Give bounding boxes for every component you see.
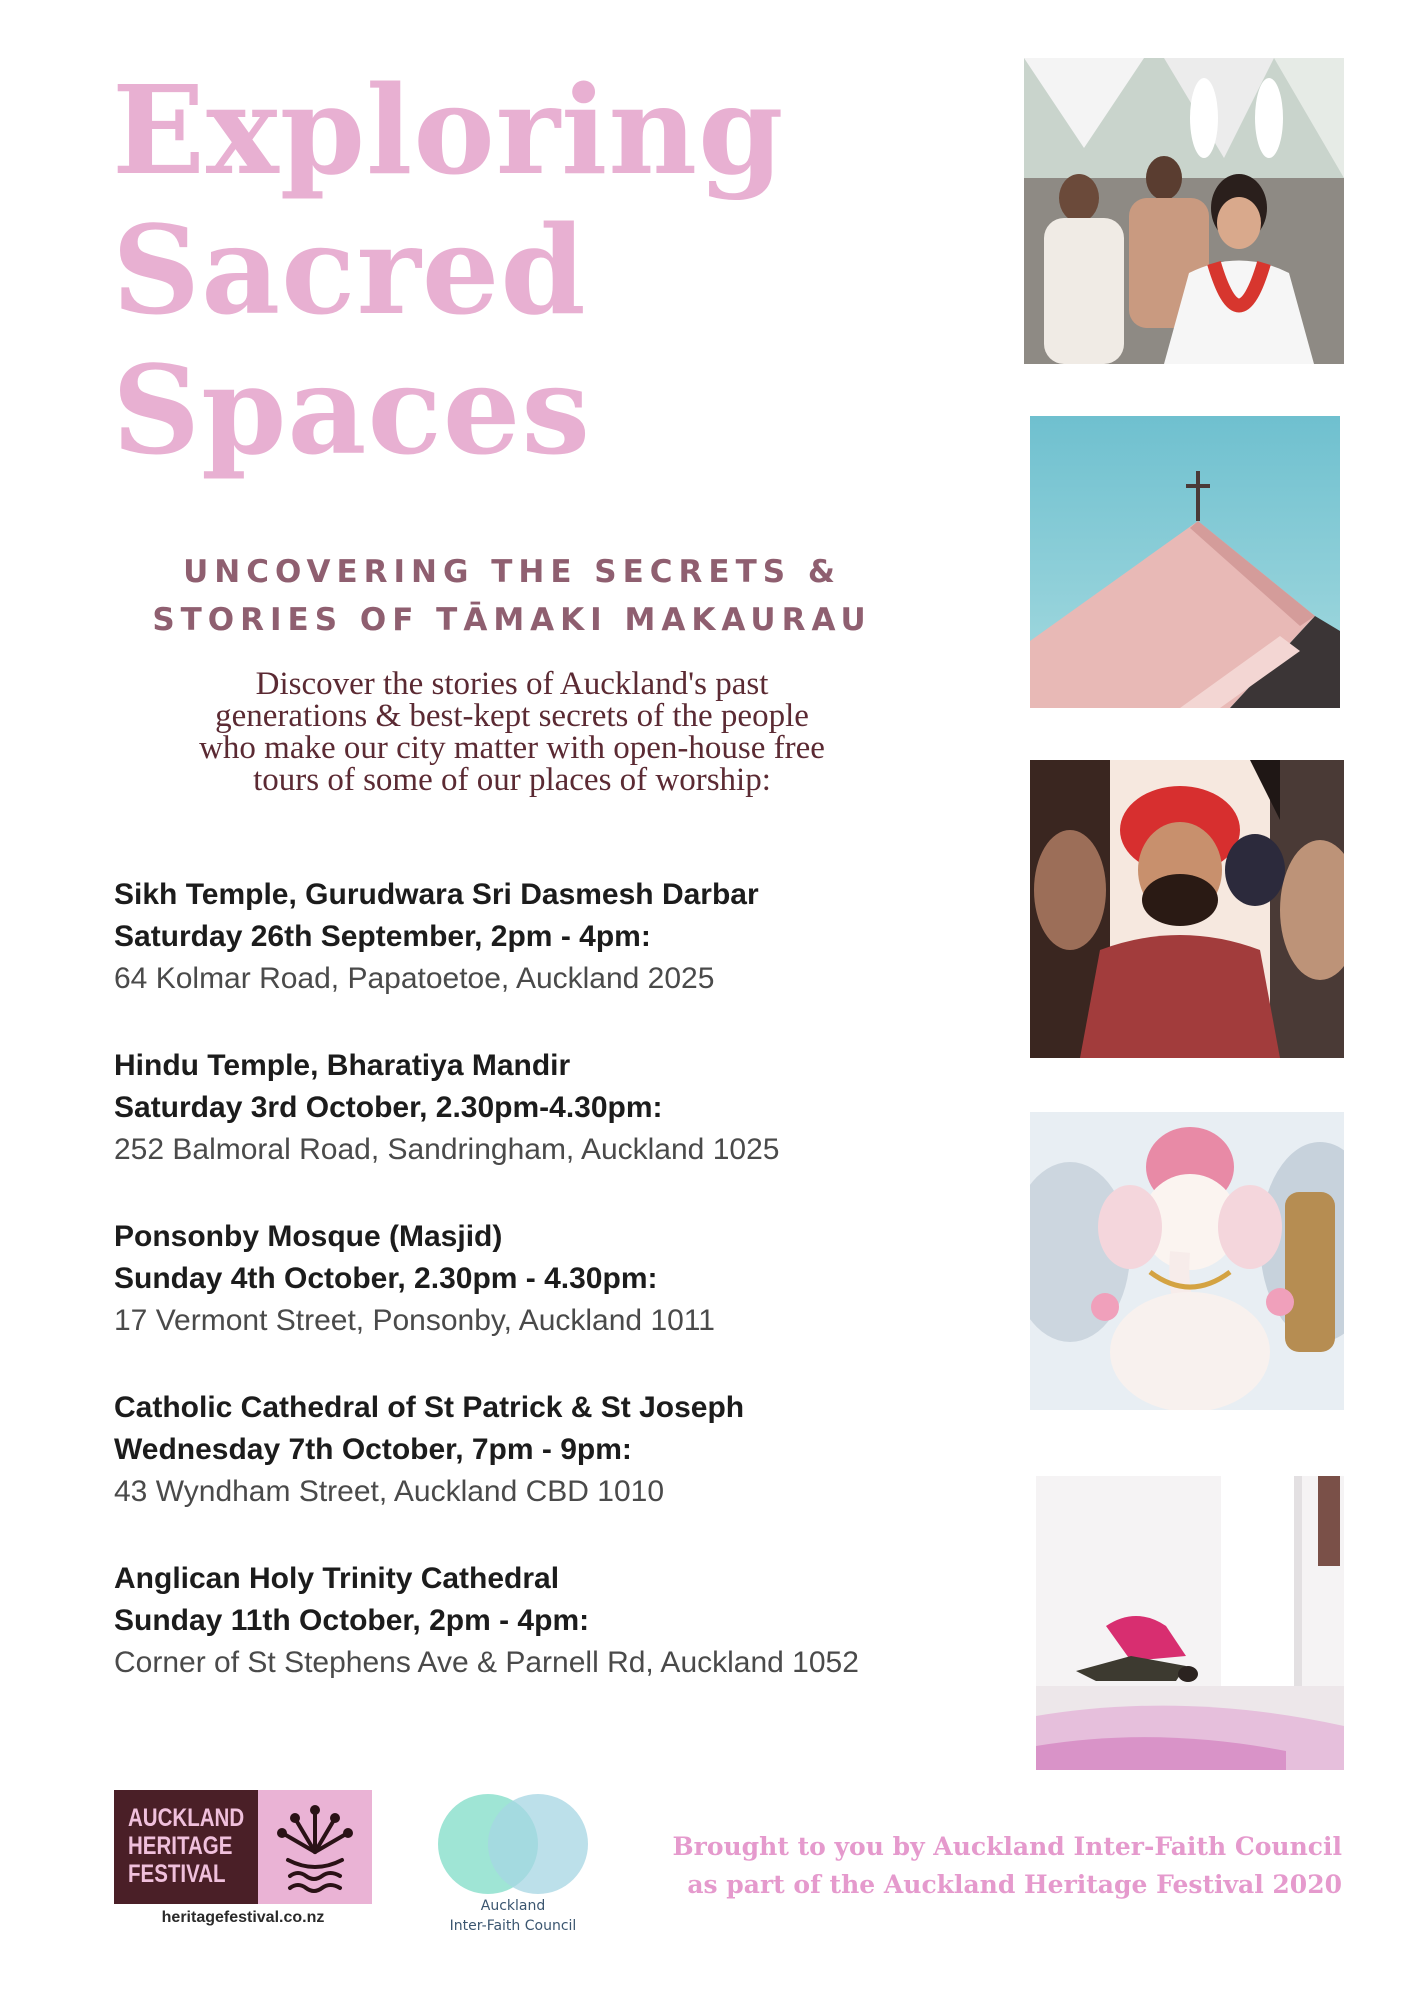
photo-dancers [1024,58,1344,364]
interfaith-line-1: Auckland [480,1898,546,1914]
event-item [114,1387,1014,1558]
event-time: Sunday 11th October, 2pm - 4pm: [114,1604,590,1637]
event-time: Saturday 26th September, 2pm - 4pm: [114,920,651,953]
intro-line-2: generations & best-kept secrets of the people [215,698,809,734]
logo-line-3: FESTIVAL [128,1860,226,1888]
event-name: Anglican Holy Trinity Cathedral [114,1562,560,1595]
event-address: 64 Kolmar Road, Papatoetoe, Auckland 2025 [114,962,715,995]
subtitle-line-2: STORIES OF TĀMAKI MAKAURAU [152,602,872,638]
event-item [114,1558,1014,1729]
event-address: 252 Balmoral Road, Sandringham, Auckland 1025 [114,1133,780,1166]
event-name: Ponsonby Mosque (Masjid) [114,1220,503,1253]
credit-line-2: as part of the Auckland Heritage Festival 2020 [687,1870,1342,1899]
interfaith-council-logo [432,1788,594,1898]
interfaith-council-name [418,1896,608,1936]
heritage-festival-url: heritagefestival.co.nz [161,1909,325,1926]
subtitle-line-1: UNCOVERING THE SECRETS & [183,554,841,590]
intro-line-4: tours of some of our places of worship: [253,762,771,798]
interfaith-line-2: Inter-Faith Council [449,1918,577,1934]
event-name: Hindu Temple, Bharatiya Mandir [114,1049,571,1082]
logo-line-1: AUCKLAND [128,1804,245,1832]
photo-sikh-man [1030,760,1344,1058]
title-line-1: Exploring [112,58,785,202]
photo-ganesha [1030,1112,1344,1410]
event-item [114,1045,1014,1216]
poster-title [112,60,784,480]
intro-paragraph [112,668,912,796]
intro-line-3: who make our city matter with open-house free [199,730,825,766]
credit-line-1: Brought to you by Auckland Inter-Faith Council [672,1832,1342,1861]
event-time: Sunday 4th October, 2.30pm - 4.30pm: [114,1262,658,1295]
heritage-festival-logo [114,1790,372,1904]
event-address: 17 Vermont Street, Ponsonby, Auckland 1011 [114,1304,715,1337]
event-item [114,1216,1014,1387]
title-line-2: Sacred [112,198,587,342]
event-name: Catholic Cathedral of St Patrick & St Joseph [114,1391,745,1424]
event-list [114,874,1014,1729]
event-address: Corner of St Stephens Ave & Parnell Rd, Auckland 1052 [114,1646,859,1679]
photo-praying [1036,1476,1344,1770]
heritage-festival-wordmark [114,1790,258,1904]
logo-line-2: HERITAGE [128,1832,233,1860]
pohutukawa-icon [258,1790,372,1904]
event-address: 43 Wyndham Street, Auckland CBD 1010 [114,1475,665,1508]
title-line-3: Spaces [112,338,592,482]
subtitle [112,548,912,644]
event-time: Saturday 3rd October, 2.30pm-4.30pm: [114,1091,663,1124]
photo-church-roof [1030,416,1340,708]
event-name: Sikh Temple, Gurudwara Sri Dasmesh Darbar [114,878,759,911]
event-item [114,874,1014,1045]
event-time: Wednesday 7th October, 7pm - 9pm: [114,1433,632,1466]
credit-text [673,1828,1342,1904]
intro-line-1: Discover the stories of Auckland's past [255,666,769,702]
